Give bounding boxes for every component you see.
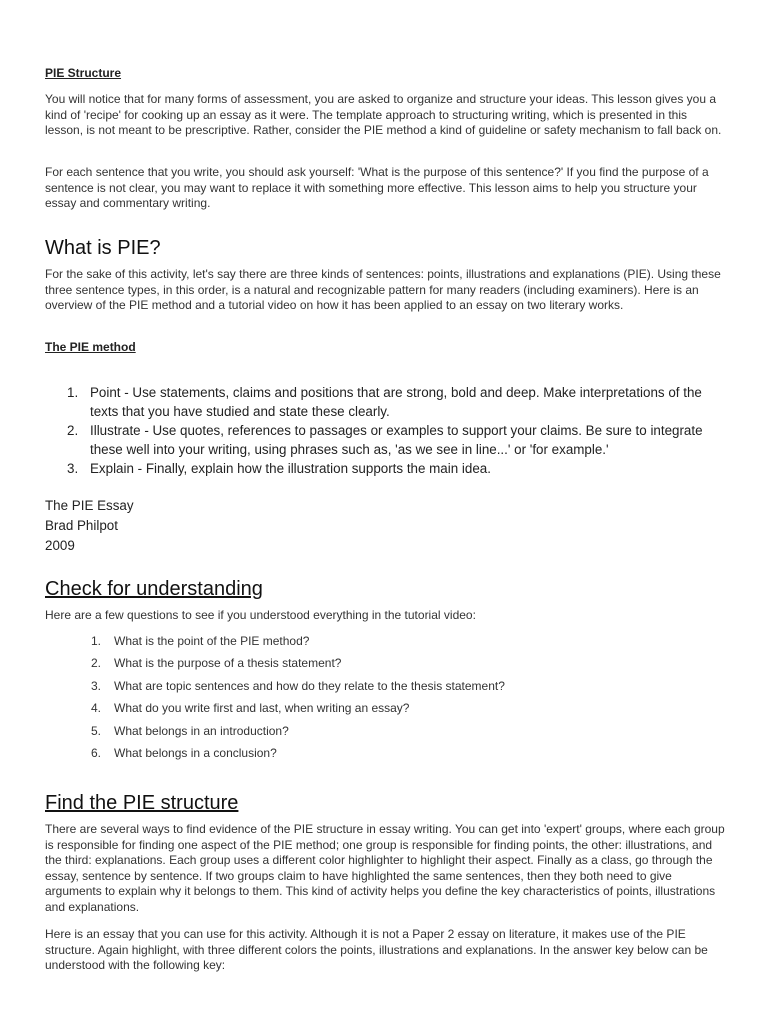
essay-activity-paragraph: Here is an essay that you can use for this activity. Although it is not a Paper 2 essay on literature, it makes use of the PIE structure. Again highlight, with three different colors the points, illustrations and explanations. In the answer key below can be understood with the following key:	[45, 927, 708, 973]
point-item-text: Point - Use statements, claims and positions that are strong, bold and deep. Make interpretations of the texts that you have studied and state these clearly.	[90, 385, 702, 419]
intro-paragraph: You will notice that for many forms of assessment, you are asked to organize and structure your ideas. This lesson gives you a kind of 'recipe' for cooking up an essay as it were. The template approach to structuring writing, which is presented in this lesson, is not meant to be prescriptive. Rather, consider the PIE method a kind of guideline or safety mechanism to fall back on.	[45, 92, 722, 138]
list-item	[45, 745, 725, 767]
question-text: What belongs in an introduction?	[114, 723, 289, 738]
illustrate-item-text: Illustrate - Use quotes, references to passages or examples to support your claims. Be sure to integrate these well into your writing, using phrases such as, 'as we see in line...' or 'for example.'	[90, 423, 703, 457]
list-item	[45, 700, 725, 722]
list-number: 1.	[67, 385, 79, 400]
list-item	[45, 421, 725, 459]
list-item	[45, 678, 725, 700]
list-item	[45, 655, 725, 677]
list-item	[45, 633, 725, 655]
essay-author: Brad Philpot	[45, 518, 118, 533]
essay-reference	[45, 496, 134, 556]
essay-title: The PIE Essay	[45, 498, 134, 513]
list-number: 4.	[91, 701, 102, 716]
explain-item-text: Explain - Finally, explain how the illustration supports the main idea.	[90, 461, 491, 476]
find-structure-paragraph: There are several ways to find evidence of the PIE structure in essay writing. You can get into 'expert' groups, where each group is responsible for finding one aspect of the PIE method; one group is responsible for finding points, the other: illustrations, and the third: explanations. Each group uses a different color highlighter to highlight their aspect. Finally as a class, go through the essay, sentence by sentence. If two groups claim to have highlighted the same sentences, then they both need to give arguments to explain why it belongs to them. This kind of activity helps you define the key characteristics of points, illustrations and explanations.	[45, 822, 725, 914]
purpose-paragraph: For each sentence that you write, you should ask yourself: 'What is the purpose of this sentence?' If you find the purpose of a sentence is not clear, you may want to replace it with something more effective. This lesson aims to help you structure your essay and commentary writing.	[45, 165, 709, 211]
question-text: What do you write first and last, when writing an essay?	[114, 701, 410, 716]
what-is-pie-heading: What is PIE?	[45, 237, 161, 259]
list-number: 3.	[91, 678, 102, 693]
list-number: 3.	[67, 461, 79, 476]
find-structure-heading: Find the PIE structure	[45, 792, 239, 814]
what-is-pie-paragraph: For the sake of this activity, let's say there are three kinds of sentences: points, illustrations and explanations (PIE). Using these three sentence types, in this order, is a natural and recognizable pattern for many readers (including examiners). Here is an overview of the PIE method and a tutorial video on how it has been applied to an essay on two literary works.	[45, 267, 721, 313]
check-understanding-heading: Check for understanding	[45, 578, 263, 600]
list-item	[45, 723, 725, 745]
list-number: 2.	[91, 656, 102, 671]
list-number: 6.	[91, 745, 102, 760]
list-number: 2.	[67, 423, 79, 438]
essay-year: 2009	[45, 538, 75, 553]
list-item	[45, 383, 725, 421]
list-number: 5.	[91, 723, 102, 738]
question-text: What belongs in a conclusion?	[114, 745, 277, 760]
list-item	[45, 459, 725, 478]
check-understanding-intro: Here are a few questions to see if you understood everything in the tutorial video:	[45, 608, 476, 622]
pie-structure-heading: PIE Structure	[45, 66, 122, 80]
questions-list	[45, 633, 725, 767]
pie-method-list	[45, 383, 725, 478]
pie-method-heading: The PIE method	[45, 340, 136, 354]
question-text: What are topic sentences and how do they relate to the thesis statement?	[114, 678, 505, 693]
question-text: What is the purpose of a thesis statement?	[114, 656, 342, 671]
question-text: What is the point of the PIE method?	[114, 634, 310, 648]
list-number: 1.	[91, 634, 102, 648]
